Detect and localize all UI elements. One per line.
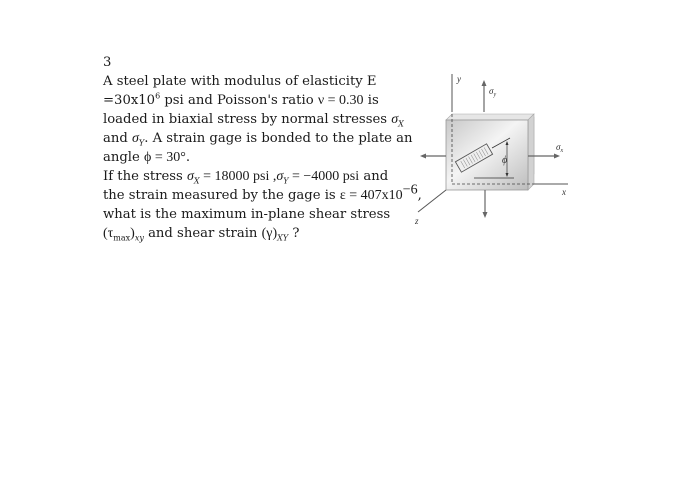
sigma-symbol: σ: [276, 169, 284, 184]
phi-label: ϕ: [502, 155, 508, 166]
x-axis-label: x: [562, 187, 566, 197]
subscript: max: [113, 233, 131, 243]
text: angle: [103, 150, 145, 165]
text: and: [103, 131, 132, 146]
text: ,: [417, 188, 422, 203]
problem-line-7: [103, 182, 422, 205]
problem-line-8: [103, 205, 403, 224]
plate-side-face: [528, 114, 534, 190]
arrowhead-icon: [482, 80, 487, 86]
text: psi and Poisson's ratio: [160, 93, 318, 108]
text: loaded in biaxial stress by normal stresses: [103, 112, 392, 127]
text: what is the maximum in-plane shear stress: [103, 207, 391, 222]
sigma-symbol: σ: [186, 169, 194, 184]
subscript: XY: [277, 233, 289, 243]
plate-diagram-svg: [410, 62, 580, 232]
text: =30x10: [103, 93, 156, 108]
problem-line-2: [103, 91, 403, 110]
poisson-ratio: ν = 0.30: [317, 93, 364, 108]
text: . A strain gage is bonded to the plate an: [144, 131, 413, 146]
text: A steel plate with modulus of elasticity E: [103, 74, 377, 89]
subscript: xy: [134, 233, 144, 243]
subscript: X: [398, 119, 404, 129]
arrowhead-icon: [483, 212, 488, 218]
z-axis: [418, 190, 446, 212]
subscript: Y: [283, 176, 289, 186]
text: .: [185, 150, 191, 165]
plate-diagram: [410, 62, 580, 232]
text: and: [359, 169, 389, 184]
text: and shear strain: [143, 226, 262, 241]
sigma-x-value: = 18000 psi ,: [199, 169, 277, 184]
problem-text: [103, 53, 422, 243]
y-axis-label: y: [457, 74, 461, 84]
subscript: X: [193, 176, 200, 186]
strain-value: ε = 407x10: [339, 188, 403, 203]
sigma-y-value: = −4000 psi: [288, 169, 360, 184]
problem-number: 3: [103, 55, 112, 70]
text: is: [363, 93, 379, 108]
subscript: Y: [138, 138, 145, 148]
z-axis-label: z: [415, 216, 419, 226]
problem-line-4: [103, 129, 413, 148]
text: the strain measured by the gage is: [103, 188, 340, 203]
problem-line-5: [103, 148, 403, 167]
paren: ): [130, 226, 135, 241]
problem-line-1: [103, 72, 403, 91]
exponent: 6: [155, 91, 161, 101]
arrowhead-icon: [420, 154, 426, 159]
sigma-x-label: $\sigma_x$: [556, 142, 564, 154]
problem-line-3: [103, 110, 403, 129]
exponent: −6: [402, 182, 418, 198]
sigma-symbol: σ: [391, 112, 399, 127]
angle-value: ϕ = 30°: [144, 150, 186, 165]
problem-line-9: [103, 224, 403, 243]
plate-top-face: [446, 114, 534, 120]
gamma-symbol: (γ): [261, 226, 278, 241]
problem-line-6: [103, 167, 403, 186]
text: If the stress: [103, 169, 187, 184]
sigma-y-label: $\sigma_y$: [489, 86, 497, 98]
sigma-symbol: σ: [132, 131, 139, 146]
text: ?: [288, 226, 300, 241]
tau-symbol: (τ: [103, 226, 114, 241]
arrowhead-icon: [554, 154, 560, 159]
